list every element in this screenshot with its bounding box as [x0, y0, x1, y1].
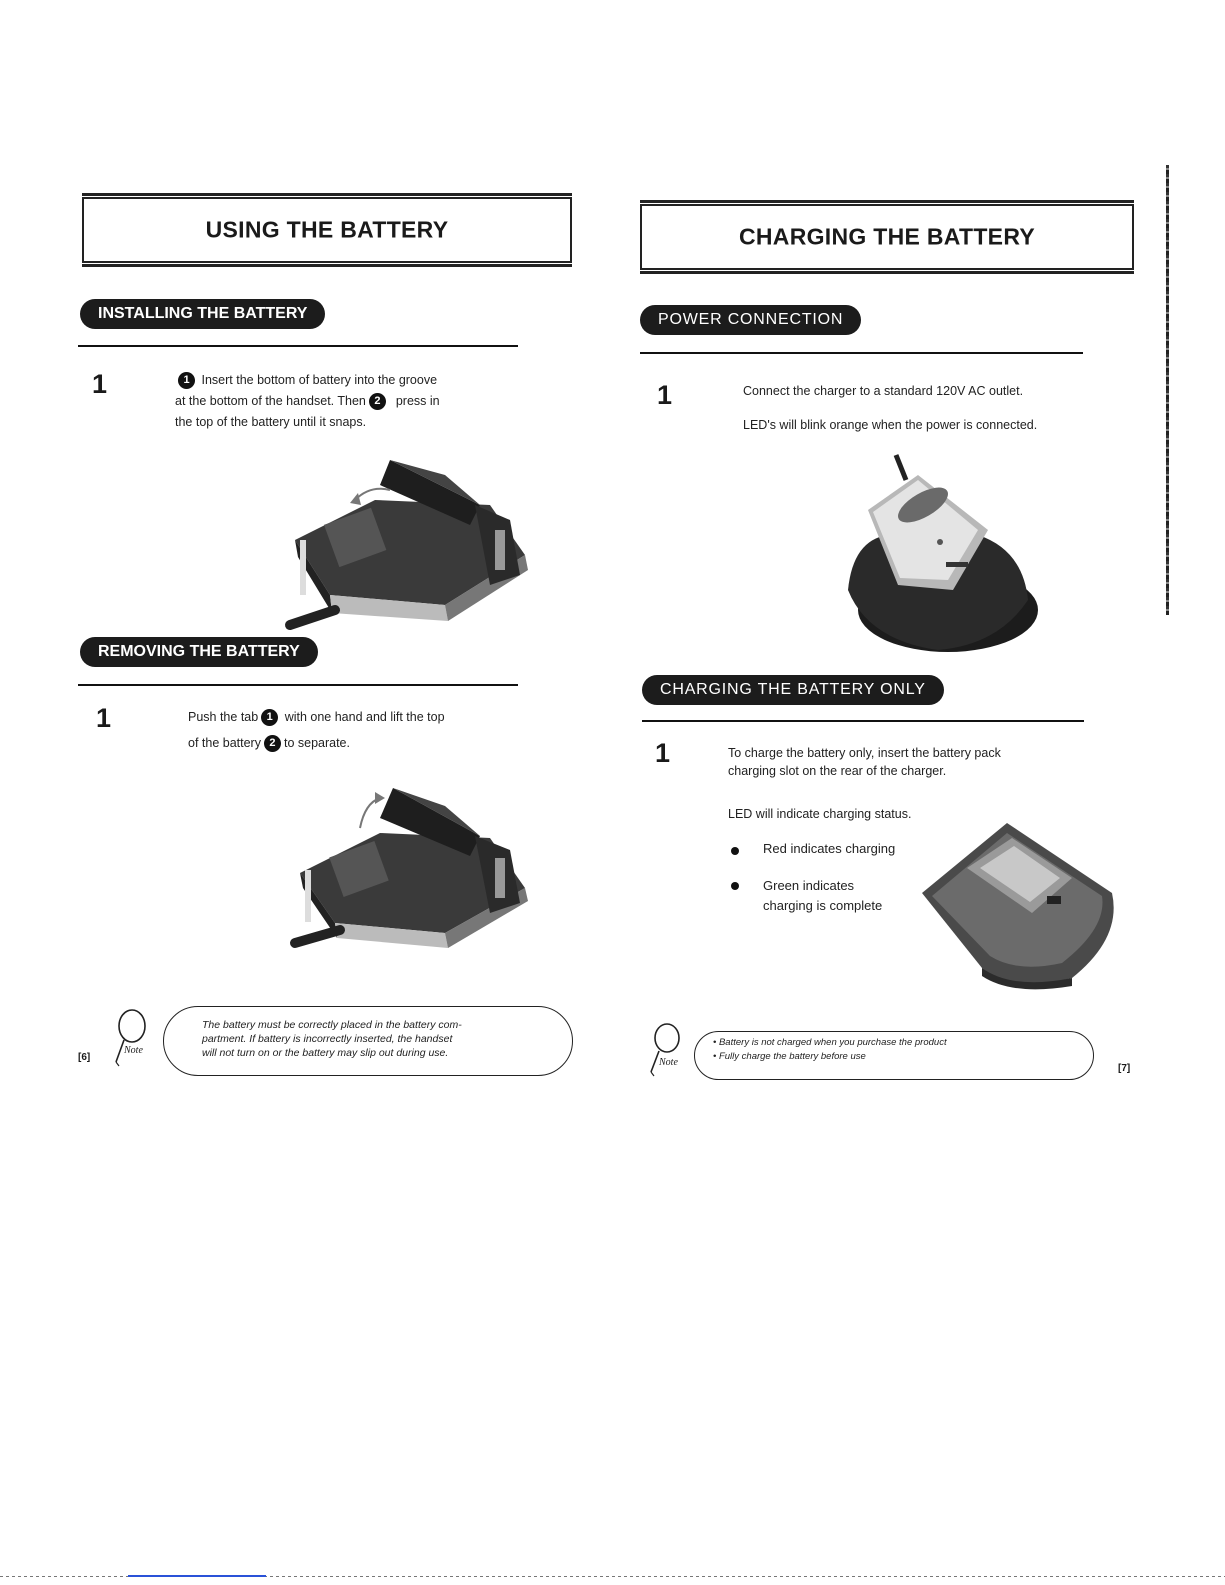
section-label-installing: INSTALLING THE BATTERY: [80, 299, 325, 329]
bullet-dot-icon: [731, 882, 739, 890]
section-label-removing: REMOVING THE BATTERY: [80, 637, 318, 667]
instruction-line: of the battery: [188, 736, 261, 750]
left-page-title: USING THE BATTERY: [205, 216, 449, 243]
status-line: charging is complete: [763, 898, 883, 913]
green-status-text: [763, 876, 882, 916]
instruction-line: Connect the charger to a standard 120V AC outlet.: [743, 384, 1024, 398]
bullet-dot-icon: [731, 847, 739, 855]
marker-two-icon: 2: [369, 393, 386, 410]
instruction-line: to separate.: [283, 736, 350, 750]
instruction-line: charging slot on the rear of the charger.: [728, 764, 947, 778]
note-label: Note: [124, 1045, 143, 1056]
instruction-line: To charge the battery only, insert the battery pack: [728, 746, 1001, 760]
instruction-line: LED's will blink orange when the power is connected.: [743, 418, 1038, 432]
red-status-text: Red indicates charging: [763, 841, 896, 856]
section-divider: [642, 720, 1084, 722]
note-pen-icon: [643, 1022, 693, 1082]
battery-charger-illustration: [912, 818, 1124, 990]
page-number-right: [7]: [1118, 1063, 1131, 1074]
instruction-line: at the bottom of the handset. Then: [175, 394, 366, 408]
instruction-line: the top of the battery until it snaps.: [175, 415, 367, 429]
status-intro: LED will indicate charging status.: [728, 807, 912, 821]
instruction-line: with one hand and lift the top: [284, 710, 445, 724]
note-line: Battery is not charged when you purchase the product: [718, 1037, 947, 1048]
section-divider: [640, 352, 1083, 354]
phone-charger-illustration: [828, 450, 1038, 655]
power-instructions: [743, 374, 1143, 442]
marker-one-icon: 1: [261, 709, 278, 726]
instruction-line: Insert the bottom of battery into the groove: [201, 373, 438, 387]
battery-remove-illustration: [275, 778, 540, 963]
page-number-left: [6]: [78, 1052, 91, 1063]
note-line: partment. If battery is incorrectly inserted, the handset: [202, 1033, 453, 1045]
right-page-title-box: [640, 204, 1134, 270]
step-number: 1: [657, 380, 673, 410]
section-label-power-connection: POWER CONNECTION: [640, 305, 861, 335]
scan-edge-strip: [1166, 165, 1169, 615]
instruction-line: press in: [395, 394, 440, 408]
left-page-title-box: [82, 197, 572, 263]
section-divider: [78, 345, 518, 347]
bottom-link-underline: [128, 1575, 266, 1577]
note-line: The battery must be correctly placed in the battery com-: [202, 1019, 462, 1031]
note-pen-icon: [108, 1008, 158, 1070]
step-number: 1: [92, 369, 108, 399]
status-line: Green indicates: [763, 878, 855, 893]
charging-only-instructions: [728, 744, 1138, 780]
note-line: Fully charge the battery before use: [718, 1051, 866, 1062]
note-label: Note: [659, 1057, 678, 1068]
section-label-charging-only: CHARGING THE BATTERY ONLY: [642, 675, 944, 705]
step-number: 1: [655, 738, 671, 768]
installing-instructions: [175, 370, 525, 433]
battery-install-illustration: [270, 445, 545, 645]
note-text: • Battery is not charged when you purchase the product • Fully charge the battery before use: [713, 1037, 947, 1062]
marker-two-icon: 2: [264, 735, 281, 752]
marker-one-icon: 1: [178, 372, 195, 389]
removing-instructions: [188, 704, 528, 756]
note-text: [202, 1018, 562, 1060]
note-line: will not turn on or the battery may slip out during use.: [202, 1047, 449, 1059]
right-page-title: CHARGING THE BATTERY: [738, 223, 1036, 250]
section-divider: [78, 684, 518, 686]
step-number: 1: [96, 703, 112, 733]
instruction-line: Push the tab: [188, 710, 259, 724]
